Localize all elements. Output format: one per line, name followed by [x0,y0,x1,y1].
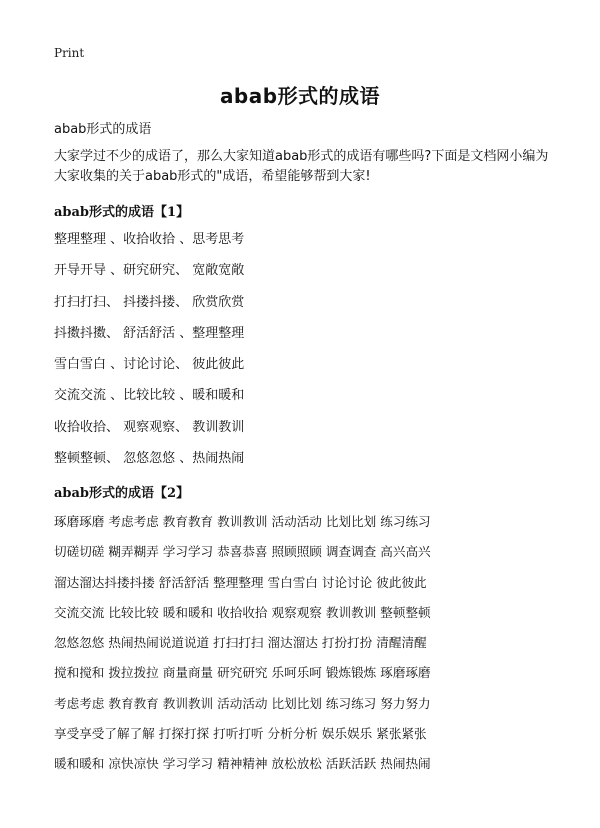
intro-paragraph: 大家学过不少的成语了，那么大家知道abab形式的成语有哪些吗?下面是文档网小编为大家收集的关于abab形式的"成语，希望能够帮到大家! [54,149,549,184]
list-item: 交流交流 、比较比较 、暖和暖和 [54,388,245,404]
section-2-heading: abab形式的成语【2】 [54,486,190,501]
list-item: 溜达溜达抖搂抖搂 舒活舒活 整理整理 雪白雪白 讨论讨论 彼此彼此 [54,574,427,590]
section-1-heading: abab形式的成语【1】 [54,205,190,220]
page-title: abab形式的成语 [219,84,381,108]
list-item: 整顿整顿、 忽悠忽悠 、热闹热闹 [54,451,245,467]
section-1-list [54,230,244,480]
subtitle: abab形式的成语 [54,122,152,137]
list-item: 享受享受了解了解 打探打探 打听打听 分析分析 娱乐娱乐 紧张紧张 [54,726,427,742]
list-item: 暖和暖和 凉快凉快 学习学习 精神精神 放松放松 活跃活跃 热闹热闹 [54,756,431,772]
list-item: 整理整理 、收拾收拾 、思考思考 [54,232,245,247]
list-item: 考虑考虑 教育教育 教训教训 活动活动 比划比划 练习练习 努力努力 [54,695,431,711]
list-item: 搅和搅和 拨拉拨拉 商量商量 研究研究 乐呵乐呵 锻炼锻炼 琢磨琢磨 [54,665,431,681]
section-2-list [54,512,431,785]
list-item: 开导开导 、研究研究、 宽敞宽敞 [54,263,245,279]
print-link[interactable]: Print [54,46,85,60]
list-item: 雪白雪白 、讨论讨论、 彼此彼此 [54,357,245,373]
list-item: 忽悠忽悠 热闹热闹说道说道 打扫打扫 溜达溜达 打扮打扮 清醒清醒 [54,635,427,651]
list-item: 抖擞抖擞、 舒活舒活 、整理整理 [54,325,245,341]
list-item: 琢磨琢磨 考虑考虑 教育教育 教训教训 活动活动 比划比划 练习练习 [54,514,431,529]
list-item: 收拾收拾、 观察观察、 教训教训 [54,419,245,435]
list-item: 交流交流 比较比较 暖和暖和 收拾收拾 观察观察 教训教训 整顿整顿 [54,604,431,620]
list-item: 切磋切磋 糊弄糊弄 学习学习 恭喜恭喜 照顾照顾 调查调查 高兴高兴 [54,544,431,560]
list-item: 打扫打扫、 抖搂抖搂、 欣赏欣赏 [54,294,245,310]
